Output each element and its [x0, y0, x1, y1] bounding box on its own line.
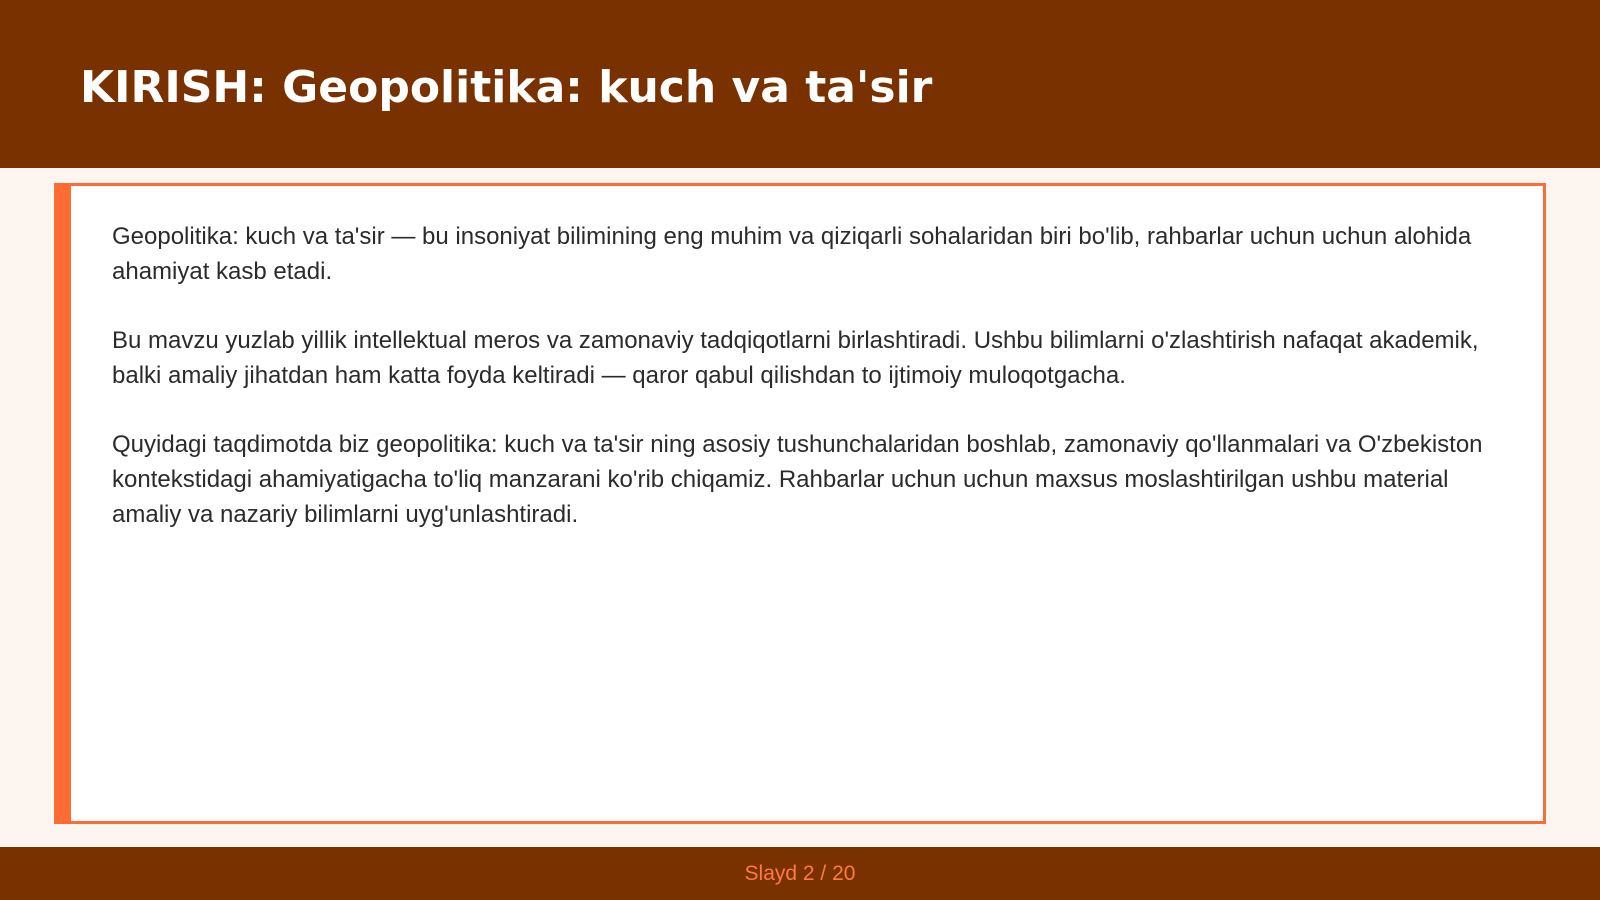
- slide-header: [0, 0, 1600, 168]
- content-card: [54, 183, 1546, 824]
- paragraph-intro: Geopolitika: kuch va ta'sir — bu insoniyat bilimining eng muhim va qiziqarli sohalaridan biri bo'lib, rahbarlar uchun uchun alohida ahamiyat kasb etadi.: [112, 223, 1472, 285]
- content-body: [112, 219, 1512, 566]
- paragraph-overview: Quyidagi taqdimotda biz geopolitika: kuch va ta'sir ning asosiy tushunchalaridan boshlab, zamonaviy qo'llanmalari va O'zbekiston kontekstidagi ahamiyatigacha to'liq manzarani ko'rib chiqamiz. Rahbarlar uchun uchun maxsus moslashtirilgan ushbu material amaliy va nazariy bilimlarni uyg'unlashtiradi.: [112, 431, 1483, 528]
- slide-footer: [0, 847, 1600, 900]
- slide-number: Slayd 2 / 20: [744, 862, 856, 885]
- paragraph-heritage: Bu mavzu yuzlab yillik intellektual meros va zamonaviy tadqiqotlarni birlashtiradi. Ushbu bilimlarni o'zlashtirish nafaqat akademik, balki amaliy jihatdan ham katta foyda keltiradi — qaror qabul qilishdan to ijtimoiy muloqotgacha.: [112, 327, 1479, 389]
- slide-title: KIRISH: Geopolitika: kuch va ta'sir: [80, 62, 933, 113]
